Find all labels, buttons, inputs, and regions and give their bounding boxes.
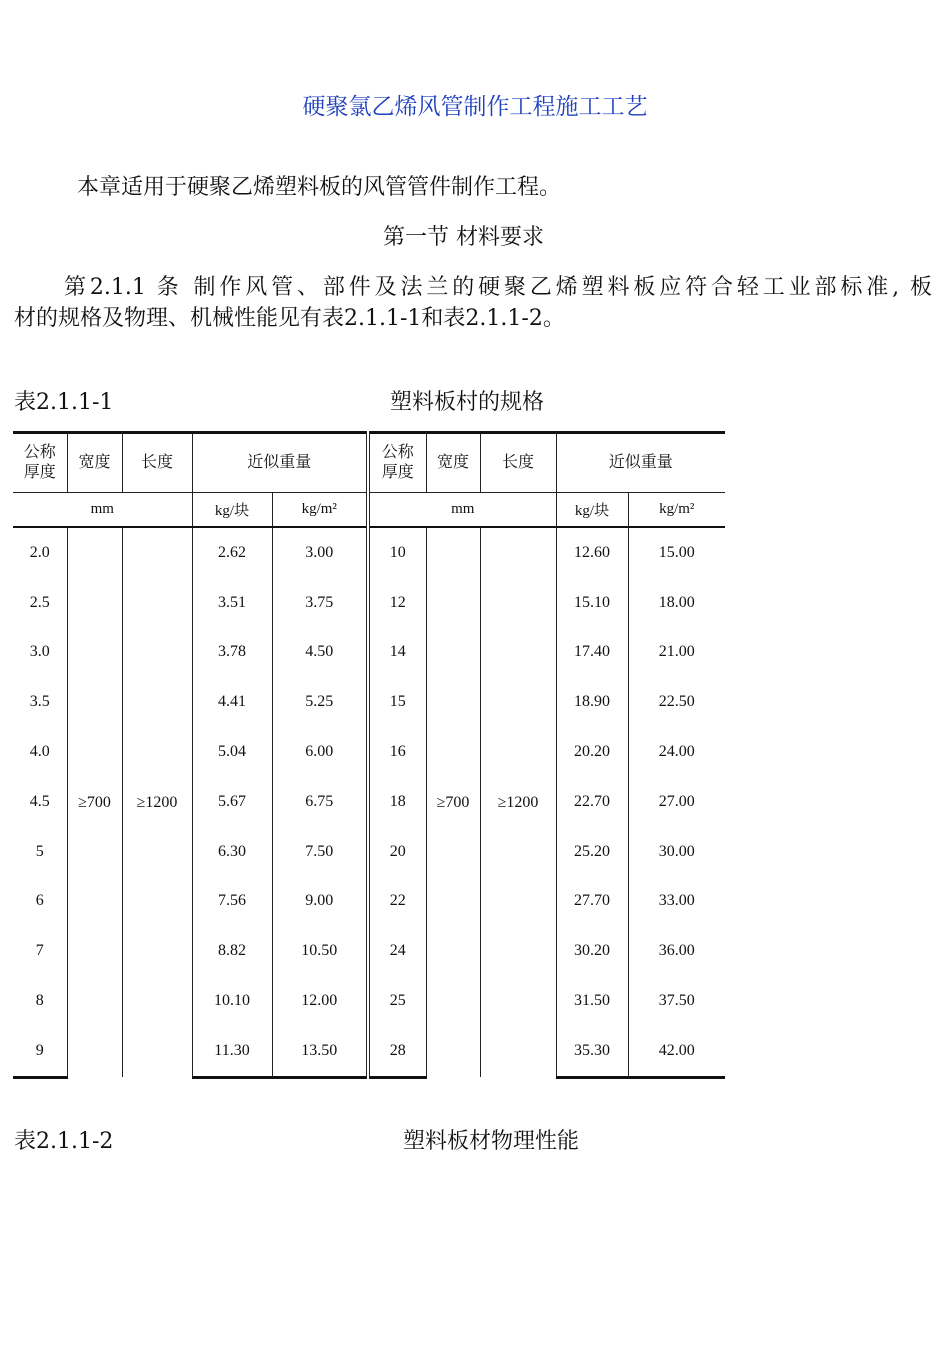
length-value-left: ≥1200 bbox=[122, 527, 192, 1077]
spec-table bbox=[13, 431, 725, 1079]
thickness-right: 16 bbox=[368, 727, 426, 777]
kg-m2-left: 7.50 bbox=[272, 827, 368, 877]
thickness-left: 4.5 bbox=[13, 777, 67, 827]
table-row bbox=[13, 527, 725, 578]
kg-m2-right: 30.00 bbox=[628, 827, 725, 877]
header-weight-left: 近似重量 bbox=[192, 433, 368, 493]
kg-m2-right: 18.00 bbox=[628, 578, 725, 628]
kg-m2-right: 22.50 bbox=[628, 677, 725, 727]
kg-m2-left: 12.00 bbox=[272, 976, 368, 1026]
unit-kg-block-left: kg/块 bbox=[192, 493, 272, 528]
thickness-right: 14 bbox=[368, 628, 426, 678]
header-width-right: 宽度 bbox=[426, 433, 480, 493]
kg-block-left: 6.30 bbox=[192, 827, 272, 877]
header-length-right: 长度 bbox=[480, 433, 556, 493]
kg-m2-left: 13.50 bbox=[272, 1026, 368, 1077]
thickness-left: 3.5 bbox=[13, 677, 67, 727]
thickness-left: 9 bbox=[13, 1026, 67, 1077]
unit-kg-m2-right: kg/m² bbox=[628, 493, 725, 528]
kg-block-right: 20.20 bbox=[556, 727, 628, 777]
kg-block-right: 17.40 bbox=[556, 628, 628, 678]
section-heading: 第一节 材料要求 bbox=[383, 225, 544, 250]
thickness-left: 8 bbox=[13, 976, 67, 1026]
unit-mm-right: mm bbox=[368, 493, 556, 528]
kg-block-left: 10.10 bbox=[192, 976, 272, 1026]
thickness-right: 20 bbox=[368, 827, 426, 877]
kg-m2-right: 21.00 bbox=[628, 628, 725, 678]
table2-title: 塑料板材物理性能 bbox=[403, 1129, 580, 1154]
kg-block-right: 31.50 bbox=[556, 976, 628, 1026]
document-title: 硬聚氯乙烯风管制作工程施工工艺 bbox=[302, 94, 648, 120]
kg-block-left: 7.56 bbox=[192, 877, 272, 927]
kg-m2-right: 15.00 bbox=[628, 527, 725, 578]
kg-block-left: 11.30 bbox=[192, 1026, 272, 1077]
kg-m2-right: 27.00 bbox=[628, 777, 725, 827]
thickness-right: 22 bbox=[368, 877, 426, 927]
kg-block-right: 30.20 bbox=[556, 926, 628, 976]
thickness-left: 7 bbox=[13, 926, 67, 976]
kg-m2-left: 10.50 bbox=[272, 926, 368, 976]
width-value-right: ≥700 bbox=[426, 527, 480, 1077]
header-weight-right: 近似重量 bbox=[556, 433, 725, 493]
thickness-left: 3.0 bbox=[13, 628, 67, 678]
kg-block-left: 4.41 bbox=[192, 677, 272, 727]
header-thickness-left: 公称 厚度 bbox=[13, 433, 67, 493]
kg-m2-left: 4.50 bbox=[272, 628, 368, 678]
kg-block-left: 3.51 bbox=[192, 578, 272, 628]
thickness-right: 25 bbox=[368, 976, 426, 1026]
kg-m2-right: 24.00 bbox=[628, 727, 725, 777]
unit-kg-m2-left: kg/m² bbox=[272, 493, 368, 528]
kg-block-right: 27.70 bbox=[556, 877, 628, 927]
table2-number: 表2.1.1-2 bbox=[14, 1129, 114, 1154]
thickness-right: 24 bbox=[368, 926, 426, 976]
kg-block-left: 3.78 bbox=[192, 628, 272, 678]
kg-block-left: 5.67 bbox=[192, 777, 272, 827]
thickness-right: 10 bbox=[368, 527, 426, 578]
width-value-left: ≥700 bbox=[67, 527, 122, 1077]
kg-block-left: 2.62 bbox=[192, 527, 272, 578]
kg-block-right: 22.70 bbox=[556, 777, 628, 827]
unit-mm-left: mm bbox=[13, 493, 192, 528]
kg-m2-left: 3.75 bbox=[272, 578, 368, 628]
thickness-right: 15 bbox=[368, 677, 426, 727]
kg-m2-right: 42.00 bbox=[628, 1026, 725, 1077]
article-2-1-1 bbox=[14, 272, 932, 334]
header-length-left: 长度 bbox=[122, 433, 192, 493]
kg-block-left: 8.82 bbox=[192, 926, 272, 976]
kg-m2-left: 3.00 bbox=[272, 527, 368, 578]
article-line-1: 第2.1.1 条 制作风管、部件及法兰的硬聚乙烯塑料板应符合轻工业部标准, 板 bbox=[64, 275, 932, 300]
thickness-left: 5 bbox=[13, 827, 67, 877]
kg-m2-right: 33.00 bbox=[628, 877, 725, 927]
kg-m2-right: 36.00 bbox=[628, 926, 725, 976]
thickness-right: 28 bbox=[368, 1026, 426, 1077]
thickness-left: 6 bbox=[13, 877, 67, 927]
header-thickness-right: 公称 厚度 bbox=[368, 433, 426, 493]
intro-paragraph: 本章适用于硬聚乙烯塑料板的风管管件制作工程。 bbox=[77, 175, 562, 200]
kg-m2-left: 6.00 bbox=[272, 727, 368, 777]
table1-number: 表2.1.1-1 bbox=[14, 390, 114, 415]
header-width-left: 宽度 bbox=[67, 433, 122, 493]
unit-kg-block-right: kg/块 bbox=[556, 493, 628, 528]
kg-m2-left: 5.25 bbox=[272, 677, 368, 727]
kg-block-right: 35.30 bbox=[556, 1026, 628, 1077]
kg-block-left: 5.04 bbox=[192, 727, 272, 777]
thickness-right: 12 bbox=[368, 578, 426, 628]
kg-block-right: 15.10 bbox=[556, 578, 628, 628]
kg-m2-right: 37.50 bbox=[628, 976, 725, 1026]
length-value-right: ≥1200 bbox=[480, 527, 556, 1077]
thickness-left: 2.5 bbox=[13, 578, 67, 628]
thickness-left: 4.0 bbox=[13, 727, 67, 777]
kg-block-right: 12.60 bbox=[556, 527, 628, 578]
kg-m2-left: 9.00 bbox=[272, 877, 368, 927]
thickness-left: 2.0 bbox=[13, 527, 67, 578]
thickness-right: 18 bbox=[368, 777, 426, 827]
table1-title: 塑料板村的规格 bbox=[390, 390, 545, 415]
kg-block-right: 25.20 bbox=[556, 827, 628, 877]
article-line-2: 材的规格及物理、机械性能见有表2.1.1-1和表2.1.1-2。 bbox=[14, 306, 565, 331]
kg-m2-left: 6.75 bbox=[272, 777, 368, 827]
kg-block-right: 18.90 bbox=[556, 677, 628, 727]
